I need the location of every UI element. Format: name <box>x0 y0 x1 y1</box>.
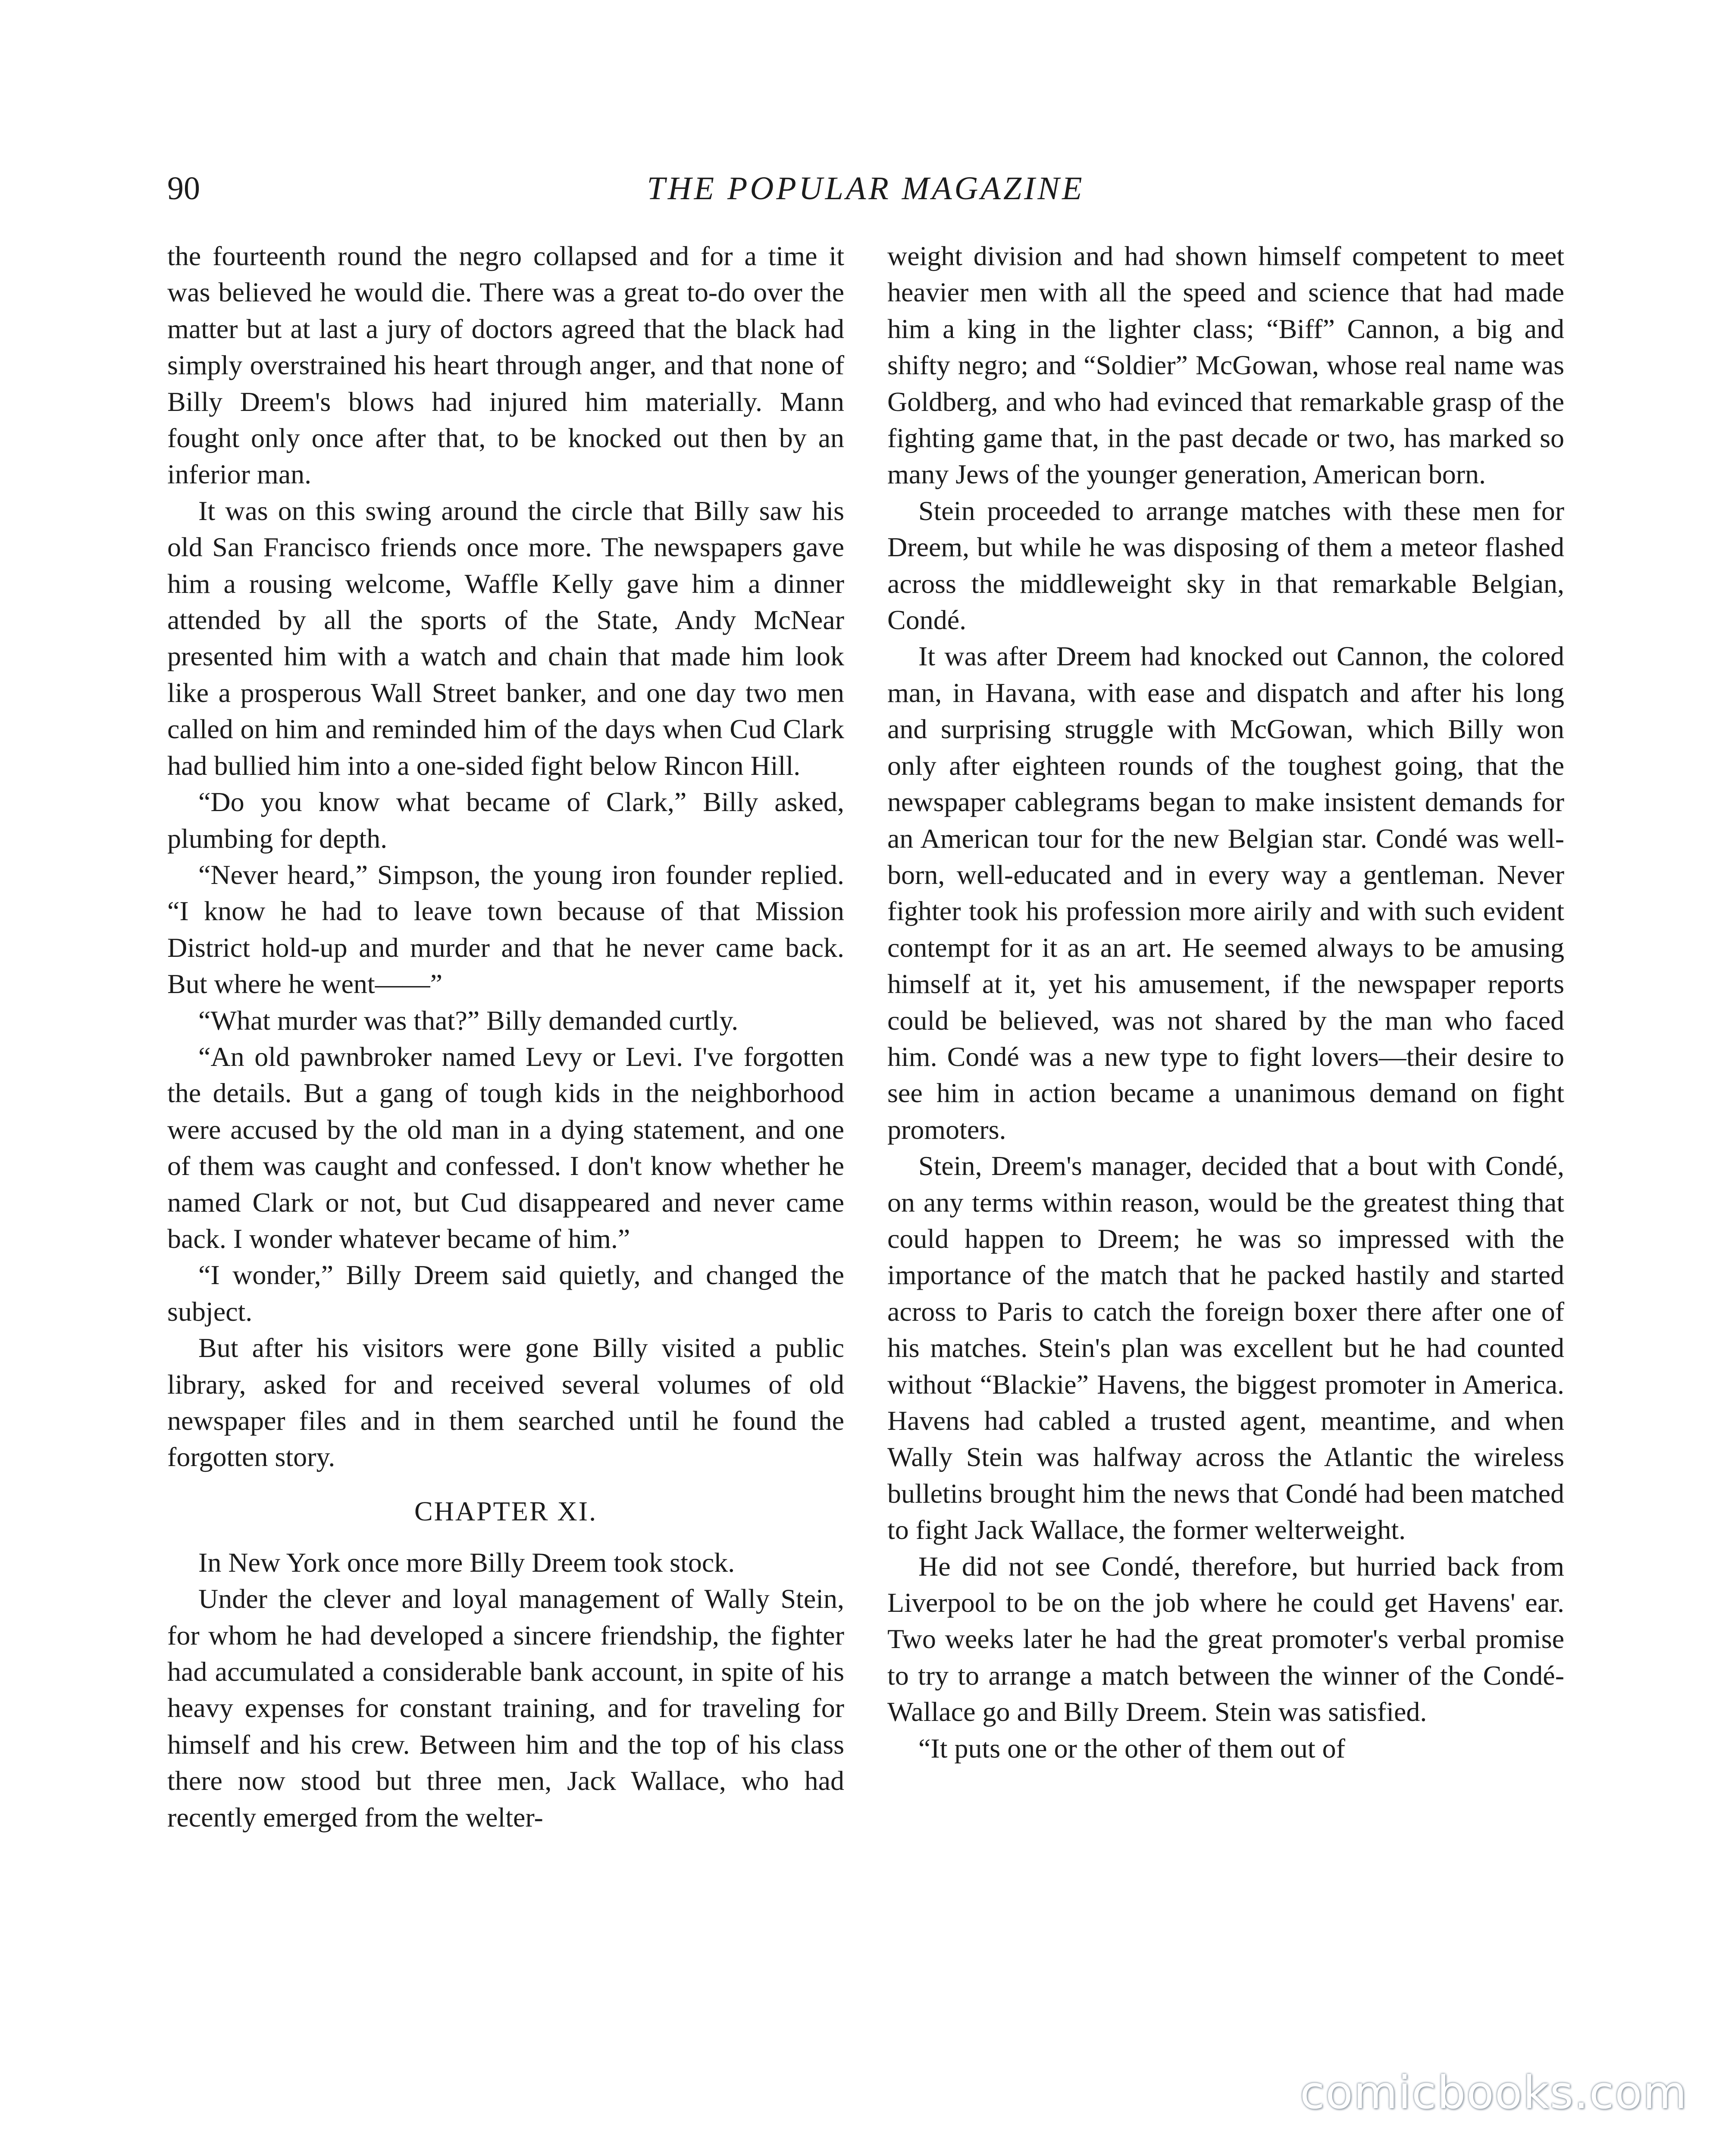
paragraph: the fourteenth round the negro collapsed and for a time it was believed he would die. There was a great to-do over the matter but at last a jury of doctors agreed that the black had simply overstrained his heart through anger, and that none of Billy Dreem's blows had injured him materially. Mann fought only once after that, to be knocked out then by an inferior man. <box>167 241 844 490</box>
magazine-page <box>167 165 1564 2156</box>
paragraph: He did not see Condé, therefore, but hurried back from Liverpool to be on the job where he could get Havens' ear. Two weeks later he had the great promoter's verbal promise to try to arrange a match between the winner of the Condé-Wallace go and Billy Dreem. Stein was satisfied. <box>887 1551 1564 1727</box>
paragraph: “What murder was that?” Billy demanded curtly. <box>198 1005 739 1036</box>
paragraph: “It puts one or the other of them out of <box>918 1733 1345 1764</box>
paragraph: It was after Dreem had knocked out Cannon, the colored man, in Havana, with ease and dispatch and after his long and surprising struggle with McGowan, which Billy won only after eighteen rounds of the toughest going, that the newspaper cablegrams began to make insistent demands for an American tour for the new Belgian star. Condé was well-born, well-educated and in every way a gentleman. Never fighter took his profession more airily and with such evident contempt for it as an art. He seemed always to be amusing himself at it, yet his amusement, if the newspaper reports could be believed, was not shared by the man who faced him. Condé was a new type to fight lovers—their desire to see him in action became a unanimous demand on fight promoters. <box>887 641 1564 1145</box>
paragraph: Under the clever and loyal management of Wally Stein, for whom he had developed a sincere friendship, the fighter had accumulated a considerable bank account, in spite of his heavy expenses for constant training, and for traveling for himself and his crew. Between him and the top of his class there now stood but three men, Jack Wallace, who had recently emerged from the welter- <box>167 1583 844 1833</box>
watermark: comicbooks.com <box>1300 2066 1688 2119</box>
paragraph: “Never heard,” Simpson, the young iron founder replied. “I know he had to leave town because of that Mission District hold-up and murder and that he never came back. But where he went——” <box>167 859 844 1000</box>
text-columns <box>167 238 1564 1836</box>
paragraph: But after his visitors were gone Billy visited a public library, asked for and received several volumes of old newspaper files and in them searched until he found the forgotten story. <box>167 1332 844 1473</box>
paragraph: In New York once more Billy Dreem took stock. <box>198 1547 735 1578</box>
paragraph: “Do you know what became of Clark,” Billy asked, plumbing for depth. <box>167 787 844 854</box>
right-column <box>887 238 1564 1836</box>
page-number: 90 <box>167 170 200 207</box>
page-header <box>167 165 1564 216</box>
paragraph: “I wonder,” Billy Dreem said quietly, and changed the subject. <box>167 1260 844 1327</box>
running-title: THE POPULAR MAGAZINE <box>647 170 1085 207</box>
paragraph: It was on this swing around the circle that Billy saw his old San Francisco friends once more. The newspapers gave him a rousing welcome, Waffle Kelly gave him a dinner attended by all the sports of the State, Andy McNear presented him with a watch and chain that made him look like a prosperous Wall Street banker, and one day two men called on him and reminded him of the days when Cud Clark had bullied him into a one-sided fight below Rincon Hill. <box>167 495 844 781</box>
chapter-heading: CHAPTER XI. <box>414 1495 598 1526</box>
paragraph: “An old pawnbroker named Levy or Levi. I've forgotten the details. But a gang of tough kids in the neighborhood were accused by the old man in a dying statement, and one of them was caught and confessed. I don't know whether he named Clark or not, but Cud disappeared and never came back. I wonder whatever became of him.” <box>167 1041 844 1254</box>
left-column <box>167 238 844 1836</box>
paragraph: Stein proceeded to arrange matches with these men for Dreem, but while he was disposing of them a meteor flashed across the middleweight sky in that remarkable Belgian, Condé. <box>887 495 1564 636</box>
paragraph: Stein, Dreem's manager, decided that a bout with Condé, on any terms within reason, would be the greatest thing that could happen to Dreem; he was so impressed with the importance of the match that he packed hastily and started across to Paris to catch the foreign boxer there after one of his matches. Stein's plan was excellent but he had counted without “Blackie” Havens, the biggest promoter in America. Havens had cabled a trusted agent, meantime, and when Wally Stein was halfway across the Atlantic the wireless bulletins brought him the news that Condé had been matched to fight Jack Wallace, the former welterweight. <box>887 1150 1564 1545</box>
paragraph: weight division and had shown himself competent to meet heavier men with all the speed and science that had made him a king in the lighter class; “Biff” Cannon, a big and shifty negro; and “Soldier” McGowan, whose real name was Goldberg, and who had evinced that remarkable grasp of the fighting game that, in the past decade or two, has marked so many Jews of the younger generation, American born. <box>887 241 1564 490</box>
